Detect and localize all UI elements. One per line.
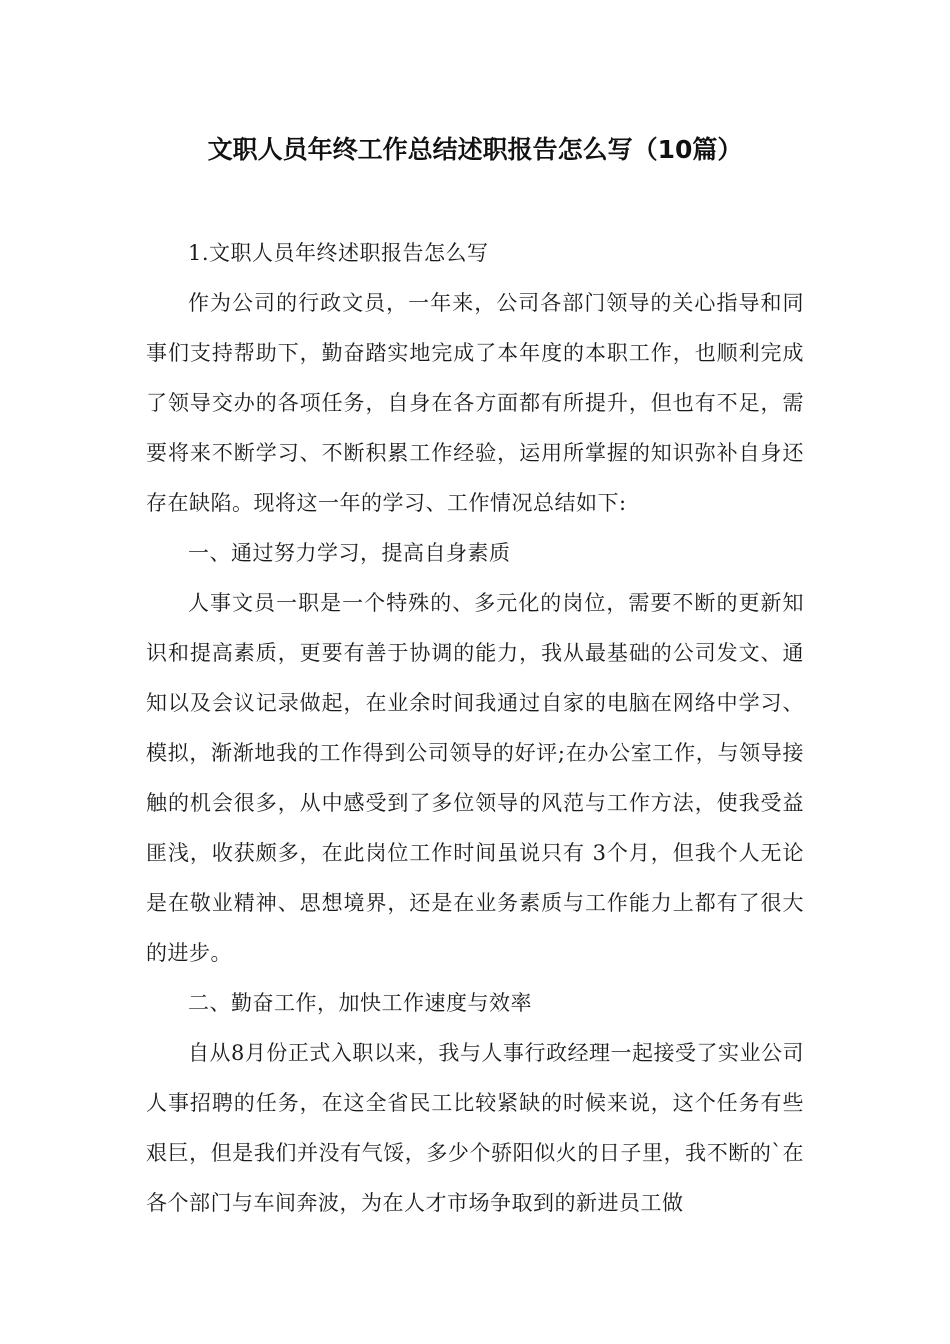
document-title: 文职人员年终工作总结述职报告怎么写（10篇） bbox=[207, 135, 743, 164]
section-heading: 一、通过努力学习，提高自身素质 bbox=[188, 541, 511, 565]
document-body bbox=[146, 228, 804, 1228]
body-paragraph: 人事文员一职是一个特殊的、多元化的岗位，需要不断的更新知识和提高素质，更要有善于协调的能力，我从最基础的公司发文、通知以及会议记录做起，在业余时间我通过自家的电脑在网络中学习、模拟，渐渐地我的工作得到公司领导的好评;在办公室工作，与领导接触的机会很多，从中感受到了多位领导的风范与工作方法，使我受益匪浅，收获颇多，在此岗位工作时间虽说只有 3个月，但我个人无论是在敬业精神、思想境界，还是在业务素质与工作能力上都有了很大的进步。 bbox=[146, 591, 804, 965]
section-heading: 1.文职人员年终述职报告怎么写 bbox=[188, 241, 489, 265]
body-paragraph: 作为公司的行政文员，一年来，公司各部门领导的关心指导和同事们支持帮助下，勤奋踏实地完成了本年度的本职工作，也顺利完成了领导交办的各项任务，自身在各方面都有所提升，但也有不足，需要将来不断学习、不断积累工作经验，运用所掌握的知识弥补自身还存在缺陷。现将这一年的学习、工作情况总结如下: bbox=[146, 291, 804, 515]
section-heading: 二、勤奋工作，加快工作速度与效率 bbox=[188, 991, 532, 1015]
body-paragraph: 自从8月份正式入职以来，我与人事行政经理一起接受了实业公司人事招聘的任务，在这全省民工比较紧缺的时候来说，这个任务有些艰巨，但是我们并没有气馁，多少个骄阳似火的日子里，我不断的`在各个部门与车间奔波，为在人才市场争取到的新进员工做 bbox=[146, 1041, 804, 1215]
